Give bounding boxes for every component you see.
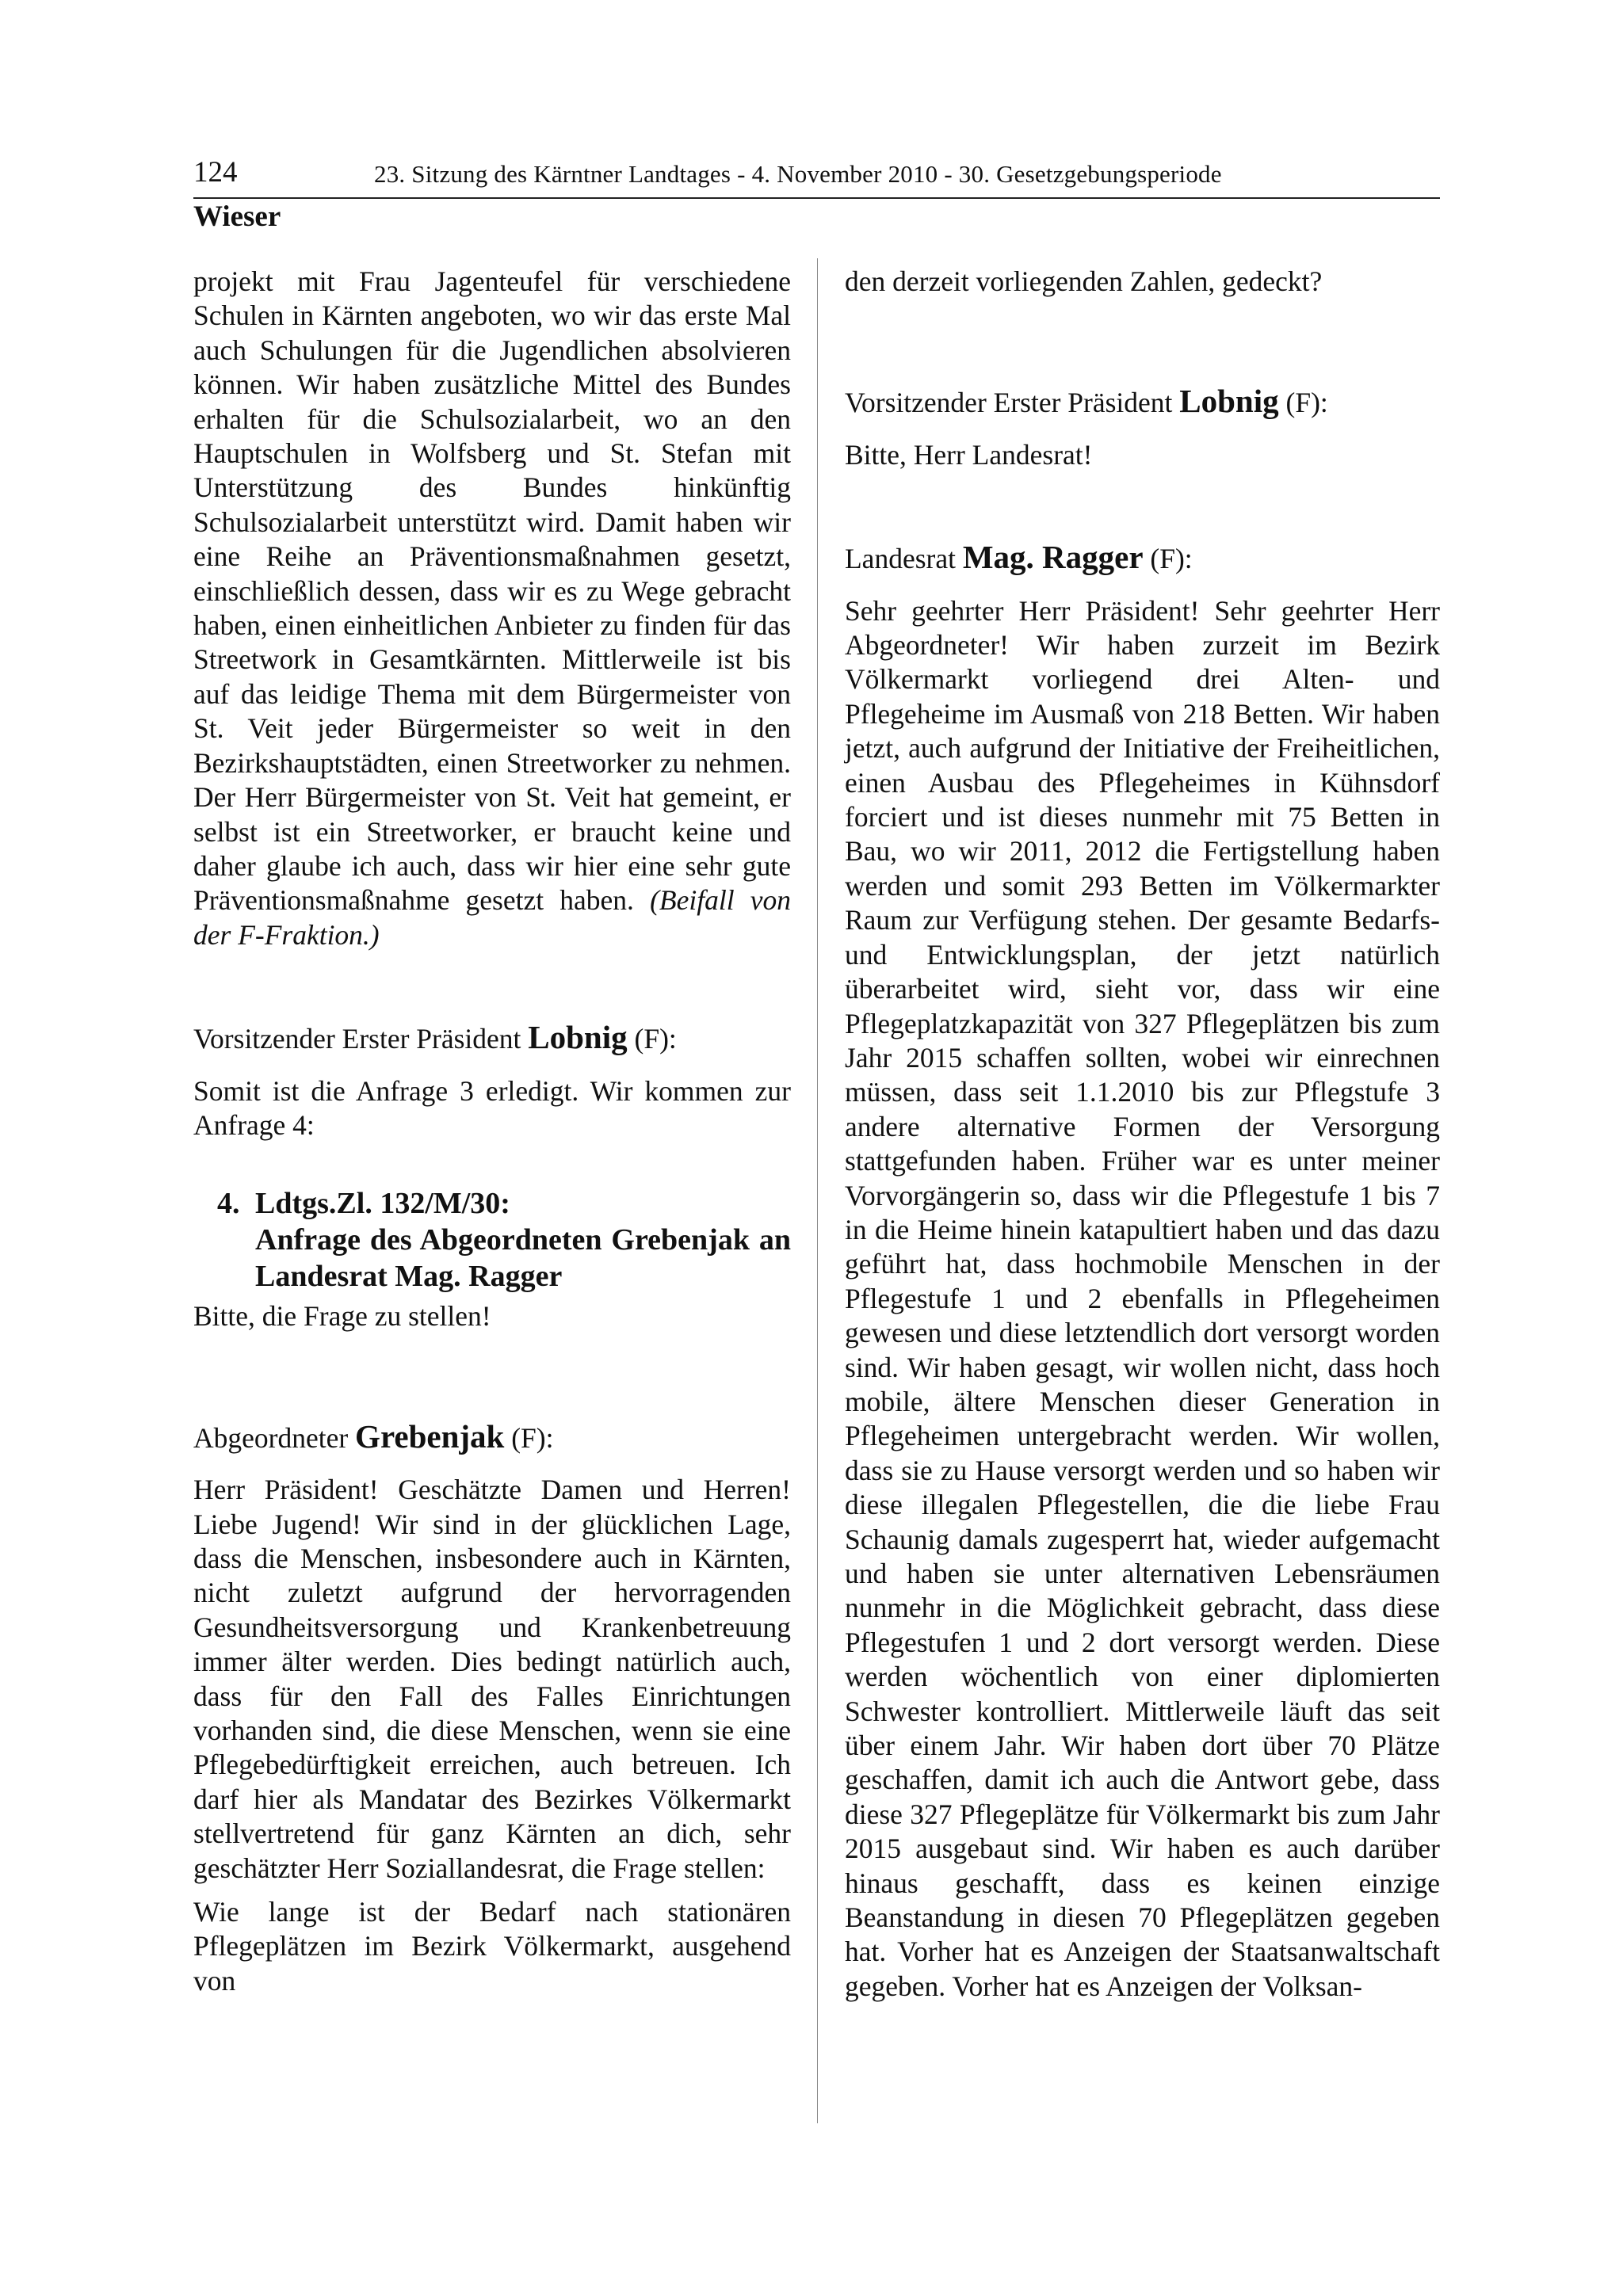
paragraph: Bitte, die Frage zu stellen!: [193, 1300, 491, 1333]
paragraph: Sehr geehrter Herr Präsident! Sehr geehrter Herr Abgeordneter! Wir haben zurzeit im Bezirk Völkermarkt vorliegend drei Alten- und Pflegeheime im Ausmaß von 218 Betten. Wir haben jetzt, auch aufgrund der Initiative der Freiheitlichen, einen Ausbau des Pflegeheimes in Kühnsdorf forciert und ist dieses nunmehr mit 75 Betten in Bau, wo wir 2011, 2012 die Fertigstellung haben werden und somit 293 Betten im Völkermarkter Raum zur Verfügung stehen. Der gesamte Bedarfs- und Entwicklungsplan, der jetzt natürlich überarbeitet wird, sieht vor, dass wir eine Pflegeplatzkapazität von 327 Pflegeplätzen bis zum Jahr 2015 schaffen sollten, wobei wir einrechnen müssen, dass seit 1.1.2010 bis zur Pflegstufe 3 andere alternative Formen der Versorgung stattgefunden haben. Früher war es unter meiner Vorvorgängerin so, dass wir die Pflegestufe 1 bis 7 in die Heime hinein katapultiert haben und das dazu geführt hat, dass hochmobile Menschen in der Pflegestufe 1 und 2 ebenfalls in Pflegeheimen gewesen und diese letztendlich dort versorgt worden sind. Wir haben gesagt, wir wollen nicht, dass hoch mobile, ältere Menschen dieser Generation in Pflegeheimen untergebracht werden. Wir wollen, dass sie zu Hause versorgt werden und so haben wir diese illegalen Pflegestellen, die die liebe Frau Schaunig damals zugesperrt hat, wieder aufgemacht und haben sie unter alternativen Lebensräumen nunmehr in die Möglichkeit gebracht, dass diese Pflegestufen 1 und 2 dort versorgt werden. Diese werden wöchentlich von einer diplomierten Schwester kontrolliert. Mittlerweile läuft das seit über einem Jahr. Wir haben dort über 70 Plätze geschaffen, damit ich auch die Antwort gebe, dass diese 327 Pflegeplätze für Völkermarkt bis zum Jahr 2015 ausgebaut sind. Wir haben es auch darüber hinaus geschafft, dass es keinen einzige Beanstandung in diesen 70 Pflegeplätzen gegeben hat. Vorher hat es Anzeigen der Staatsanwaltschaft gegeben. Vorher hat es Anzeigen der Volksan-: [845, 594, 1440, 2002]
speaker-role: Vorsitzender Erster Präsident: [845, 387, 1173, 419]
agenda-reference: Ldtgs.Zl. 132/M/30:: [255, 1187, 510, 1221]
speaker-line: [845, 384, 1440, 420]
paragraph: Herr Präsident! Geschätzte Damen und Herren! Liebe Jugend! Wir sind in der glücklichen Lage, dass die Menschen, insbesondere auch in Kärnten, nicht zuletzt aufgrund der hervorragenden Gesundheitsversorgung und Krankenbetreuung immer älter werden. Dies bedingt natürlich auch, dass für den Fall des Falles Einrichtungen vorhanden sind, die diese Menschen, wenn sie eine Pflegebedürftigkeit erreichen, auch betreuen. Ich darf hier als Mandatar des Bezirkes Völkermarkt stellvertretend für ganz Kärnten an dich, sehr geschätzter Herr Soziallandesrat, die Frage stellen:: [193, 1474, 791, 1884]
paragraph: Wie lange ist der Bedarf nach stationären Pflegeplätzen im Bezirk Völkermarkt, ausgehend von: [193, 1896, 791, 1997]
paragraph: Somit ist die Anfrage 3 erledigt. Wir kommen zur Anfrage 4:: [193, 1074, 791, 1141]
speaker-party: (F):: [634, 1023, 677, 1055]
applause-note: (Beifall von der F-Fraktion.): [193, 884, 791, 951]
running-speaker-name: Wieser: [193, 200, 281, 233]
speaker-role: Vorsitzender Erster Präsident: [193, 1023, 521, 1055]
paragraph-text: projekt mit Frau Jagenteufel für verschiedene Schulen in Kärnten angeboten, wo wir das erste Mal auch Schulungen für die Jugendlichen absolvieren können. Wir haben zusätzliche Mittel des Bundes erhalten für die Schulsozialarbeit, wo an den Hauptschulen in Wolfsberg und St. Stefan mit Unterstützung des Bundes hinkünftig Schulsozialarbeit unterstützt wird. Damit haben wir eine Reihe an Präventionsmaßnahmen gesetzt, einschließlich dessen, dass wir es zu Wege gebracht haben, einen einheitlichen Anbieter zu finden für das Streetwork in Gesamtkärnten. Mittlerweile ist bis auf das leidige Thema mit dem Bürgermeister von St. Veit jeder Bürgermeister so weit in den Bezirkshauptstädten, einen Streetworker zu nehmen. Der Herr Bürgermeister von St. Veit hat gemeint, er selbst ist ein Streetworker, er braucht keine und daher glaube ich auch, dass wir hier eine sehr gute Präventionsmaßnahme gesetzt haben.: [193, 265, 791, 917]
speaker-line: [193, 1417, 791, 1455]
page-number: 124: [193, 156, 238, 189]
left-column: [193, 265, 791, 1998]
header-divider: [193, 197, 1440, 199]
speaker-role: Abgeordneter: [193, 1421, 349, 1454]
agenda-item-heading: [193, 1185, 791, 1295]
speaker-party: (F):: [1285, 387, 1328, 419]
agenda-title: Anfrage des Abgeordneten Grebenjak an Landesrat Mag. Ragger: [255, 1223, 791, 1294]
speaker-name: Lobnig: [528, 1019, 628, 1056]
speaker-party: (F):: [511, 1421, 554, 1454]
speaker-party: (F):: [1150, 543, 1193, 575]
column-divider: [817, 258, 818, 2123]
paragraph: Bitte, Herr Landesrat!: [845, 438, 1093, 471]
right-column: [845, 265, 1440, 2004]
agenda-number: 4.: [217, 1187, 240, 1221]
speaker-role: Landesrat: [845, 543, 956, 575]
speaker-name: Grebenjak: [355, 1417, 505, 1455]
speaker-name: Lobnig: [1179, 383, 1279, 420]
paragraph: [193, 265, 791, 952]
paragraph: den derzeit vorliegenden Zahlen, gedeckt?: [845, 265, 1323, 297]
running-header: 23. Sitzung des Kärntner Landtages - 4. November 2010 - 30. Gesetzgebungsperiode: [374, 160, 1222, 188]
speaker-line: [845, 540, 1440, 576]
speaker-name: Mag. Ragger: [962, 539, 1144, 576]
speaker-line: [193, 1020, 791, 1056]
